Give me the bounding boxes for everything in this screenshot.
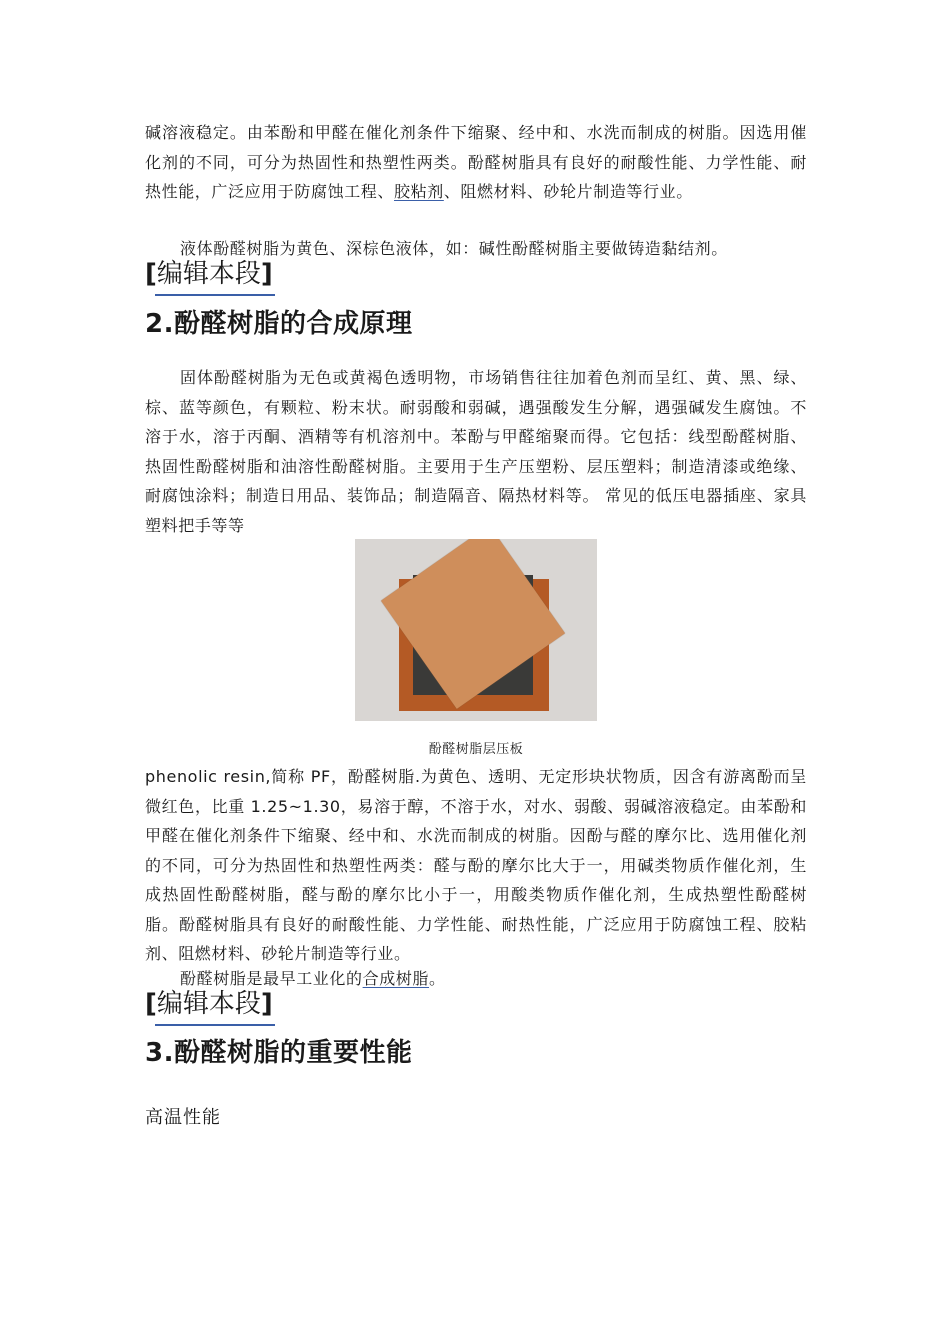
section-2-heading: 2.酚醛树脂的合成原理 [145, 309, 413, 339]
intro-paragraph [145, 118, 807, 207]
intro-text: 碱溶液稳定。由苯酚和甲醛在催化剂条件下缩聚、经中和、水洗而制成的树脂。因选用催化剂的不同，可分为热固性和热塑性两类。酚醛树脂具有良好的耐酸性能、力学性能、耐热性能，广泛应用于防腐蚀工程、 [145, 123, 807, 201]
edit-label[interactable]: 编辑本段 [156, 989, 261, 1019]
figure-container [145, 539, 807, 721]
intro-text-end: 、阻燃材料、砂轮片制造等行业。 [443, 182, 693, 201]
section-3-heading: 3.酚醛树脂的重要性能 [145, 1038, 413, 1068]
high-temperature-subheading: 高温性能 [145, 1107, 221, 1128]
synthetic-resin-paragraph: 酚醛树脂是最早工业化的合成树脂。 [180, 969, 446, 988]
edit-label[interactable]: 编辑本段 [156, 259, 261, 289]
link-adhesive[interactable]: 胶粘剂 [394, 182, 444, 201]
liquid-resin-paragraph: 液体酚醛树脂为黄色、深棕色液体，如：碱性酚醛树脂主要做铸造黏结剂。 [180, 239, 728, 258]
figure-caption: 酚醛树脂层压板 [428, 742, 524, 757]
edit-section-link-1[interactable]: [编辑本段] [145, 258, 807, 290]
link-synthetic-resin[interactable]: 合成树脂 [362, 969, 430, 988]
section-2-body: 固体酚醛树脂为无色或黄褐色透明物，市场销售往往加着色剂而呈红、黄、黑、绿、棕、蓝等颜色，有颗粒、粉末状。耐弱酸和弱碱，遇强酸发生分解，遇强碱发生腐蚀。不溶于水，溶于丙酮、酒精等有机溶剂中。苯酚与甲醛缩聚而得。它包括：线型酚醛树脂、热固性酚醛树脂和油溶性酚醛树脂。主要用于生产压塑粉、层压塑料；制造清漆或绝缘、耐腐蚀涂料；制造日用品、装饰品；制造隔音、隔热材料等。 常见的低压电器插座、家具塑料把手等等 [145, 368, 807, 535]
edit-section-link-2[interactable]: [编辑本段] [145, 988, 807, 1020]
phenolic-resin-paragraph: phenolic resin,简称 PF，酚醛树脂.为黄色、透明、无定形块状物质，因含有游离酚而呈微红色，比重 1.25~1.30，易溶于醇，不溶于水，对水、弱酸、弱碱溶液稳定。由苯酚和甲醛在催化剂条件下缩聚、经中和、水洗而制成的树脂。因酚与醛的摩尔比、选用催化剂的不同，可分为热固性和热塑性两类：醛与酚的摩尔比大于一，用碱类物质作催化剂，生成热固性酚醛树脂，醛与酚的摩尔比小于一，用酸类物质作催化剂，生成热塑性酚醛树脂。酚醛树脂具有良好的耐酸性能、力学性能、耐热性能，广泛应用于防腐蚀工程、胶粘剂、阻燃材料、砂轮片制造等行业。 [145, 767, 807, 963]
laminate-board-photo [355, 539, 597, 721]
